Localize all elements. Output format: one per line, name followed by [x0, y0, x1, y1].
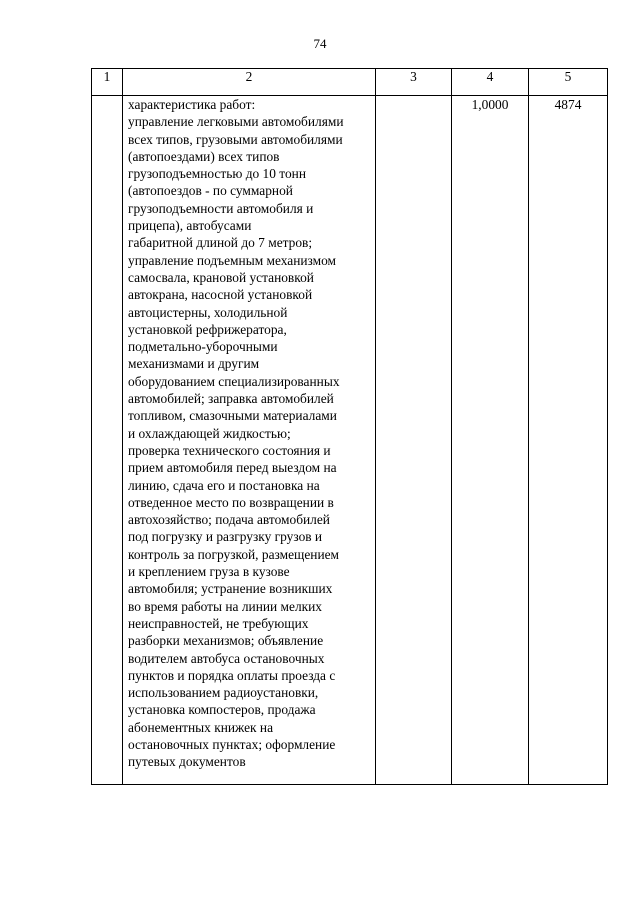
description-line: автокрана, насосной установкой: [128, 287, 313, 303]
table-header-row: [92, 69, 608, 96]
salary-cell: 4874: [529, 96, 608, 785]
description-line: автоцистерны, холодильной: [128, 304, 288, 320]
column-header-4: 4: [452, 69, 529, 96]
description-line: оборудованием специализированных: [128, 373, 340, 389]
description-line: и охлаждающей жидкостью;: [128, 425, 291, 441]
description-line: прием автомобиля перед выездом на: [128, 460, 337, 476]
column-header-1: 1: [92, 69, 123, 96]
description-line: установка компостеров, продажа: [128, 702, 316, 718]
description-line: линию, сдача его и постановка на: [128, 477, 320, 493]
description-line: механизмами и другим: [128, 356, 260, 372]
description-line: характеристика работ:: [128, 97, 256, 112]
cell-col1: [92, 96, 123, 785]
description-line: пунктов и порядка оплаты проезда с: [128, 667, 336, 683]
description-line: автохозяйство; подача автомобилей: [128, 512, 330, 528]
qualification-table: [91, 68, 608, 785]
description-line: использованием радиоустановки,: [128, 685, 319, 701]
description-line: самосвала, крановой установкой: [128, 269, 314, 285]
description-line: (автопоездами) всех типов: [128, 148, 280, 164]
column-header-3: 3: [376, 69, 452, 96]
description-line: габаритной длиной до 7 метров;: [128, 235, 313, 251]
description-line: всех типов, грузовыми автомобилями: [128, 131, 343, 147]
description-line: во время работы на линии мелких: [128, 598, 323, 614]
description-line: разборки механизмов; объявление: [128, 633, 324, 649]
description-line: абонементных книжек на: [128, 719, 274, 735]
description-line: грузоподъемности автомобиля и: [128, 200, 314, 216]
description-line: автомобилей; заправка автомобилей: [128, 391, 334, 407]
description-line: грузоподъемностью до 10 тонн: [128, 166, 306, 182]
description-line: управление легковыми автомобилями: [128, 114, 344, 130]
page-number: 74: [313, 36, 327, 51]
description-line: неисправностей, не требующих: [128, 615, 309, 631]
description-line: путевых документов: [128, 754, 246, 770]
column-header-2: 2: [123, 69, 376, 96]
description-line: водителем автобуса остановочных: [128, 650, 325, 666]
description-line: остановочных пунктах; оформление: [128, 736, 336, 752]
description-line: проверка технического состояния и: [128, 442, 331, 458]
description-line: топливом, смазочными материалами: [128, 408, 337, 424]
description-line: установкой рефрижератора,: [128, 321, 287, 337]
description-line: (автопоездов - по суммарной: [128, 183, 293, 199]
coefficient-cell: 1,0000: [452, 96, 529, 785]
cell-col3: [376, 96, 452, 785]
description-line: и креплением груза в кузове: [128, 564, 290, 580]
description-line: отведенное место по возвращении в: [128, 494, 334, 510]
description-line: под погрузку и разгрузку грузов и: [128, 529, 323, 545]
description-line: прицепа), автобусами: [128, 218, 252, 234]
description-line: контроль за погрузкой, размещением: [128, 546, 340, 562]
table-row: [92, 96, 608, 785]
description-line: подметально-уборочными: [128, 339, 278, 355]
description-line: автомобиля; устранение возникших: [128, 581, 333, 597]
work-description-cell: [123, 96, 376, 785]
column-header-5: 5: [529, 69, 608, 96]
description-line: управление подъемным механизмом: [128, 252, 337, 268]
